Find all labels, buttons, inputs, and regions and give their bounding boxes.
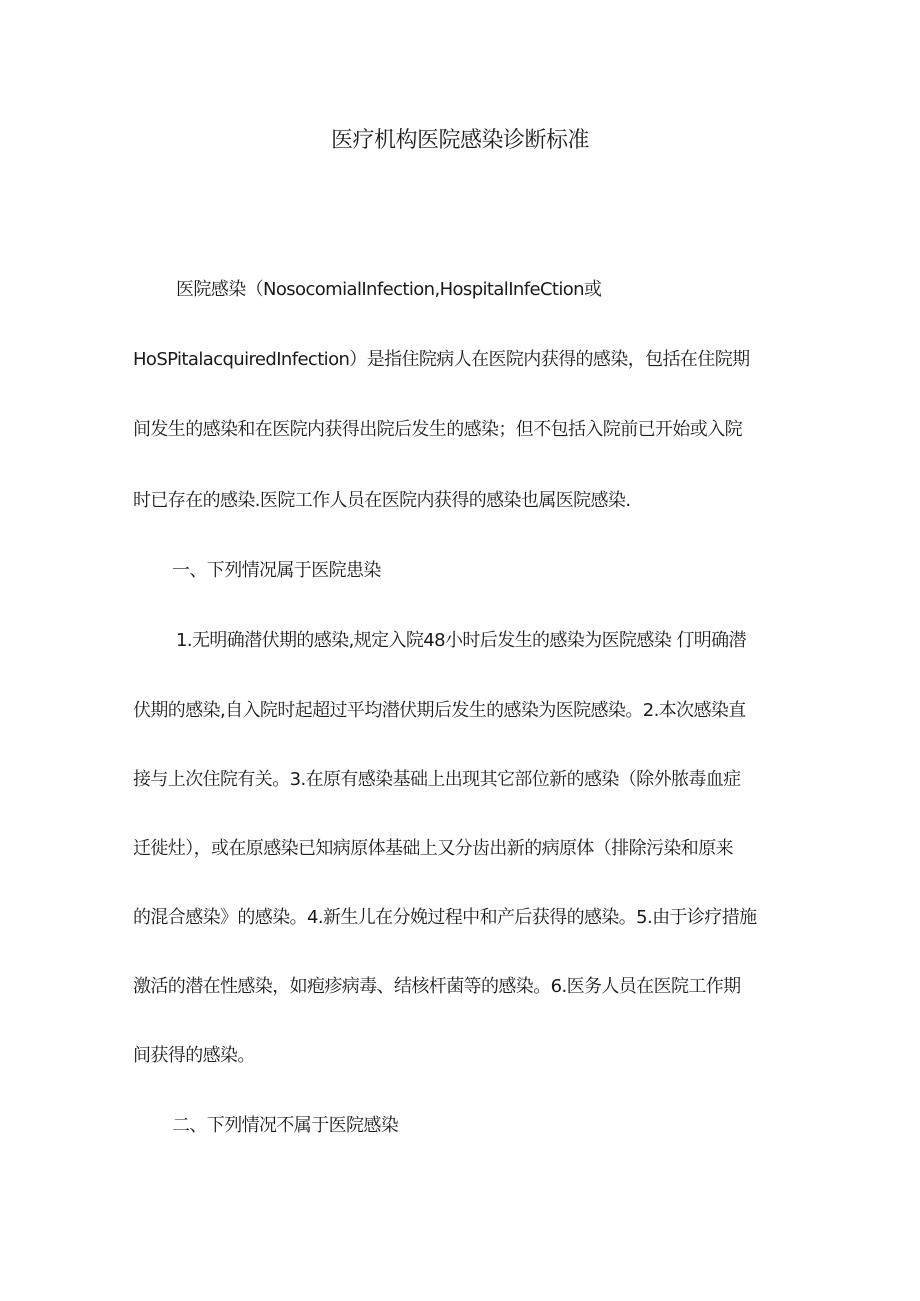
section-heading-1: 一、下列情况属于医院患染 [172,560,381,581]
section-1-line-1: 1.无明确潜伏期的感染,规定入院48小时后发生的感染为医院感染 仃明确潜 [176,630,746,651]
section-1-line-7: 间获得的感染。 [133,1045,255,1066]
section-1-line-6: 激活的潜在性感染，如疱疹病毒、结核杆菌等的感染。6.医务人员在医院工作期 [133,976,741,997]
section-heading-2: 二、下列情况不属于医院感染 [172,1115,399,1136]
paragraph-definition-line-1: 医院感染（NosocomialInfection,HospitalInfeCtion或 [176,279,602,300]
section-1-line-2: 伏期的感染,自入院时起超过平均潜伏期后发生的感染为医院感染。2.本次感染直 [133,700,746,721]
section-1-line-4: 迁徙灶），或在原感染已知病原体基础上又分齿出新的病原体（排除污染和原来 [133,838,733,859]
document-title: 医疗机构医院感染诊断标准 [330,128,589,153]
section-1-line-3: 接与上次住院有关。3.在原有感染基础上出现其它部位新的感染（除外脓毒血症 [133,769,741,790]
section-1-line-5: 的混合感染》的感染。4.新生儿在分娩过程中和产后获得的感染。5.由于诊疗措施 [133,907,757,928]
paragraph-definition-line-2: HoSPitalacquiredInfection）是指住院病人在医院内获得的感染，包括在住院期 [133,349,750,370]
paragraph-definition-line-4: 时已存在的感染.医院工作人员在医院内获得的感染也属医院感染. [133,490,631,511]
paragraph-definition-line-3: 间发生的感染和在医院内获得出院后发生的感染；但不包括入院前已开始或入院 [133,419,742,440]
